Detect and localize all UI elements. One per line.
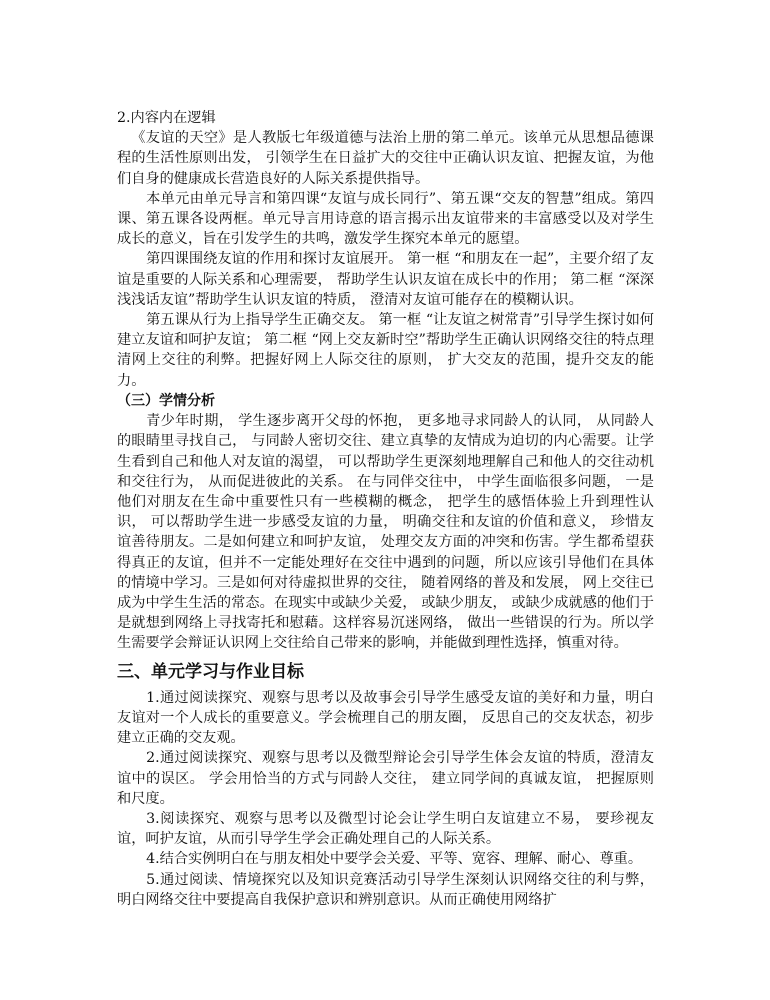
goal-item: 1.通过阅读探究、观察与思考以及故事会引导学生感受友谊的美好和力量，明白友谊对一个人成长的重要意义。学会梳理自己的朋友圈， 反思自己的交友状态，初步建立正确的交友观。 — [117, 689, 654, 747]
document-page — [117, 108, 654, 910]
paragraph-lesson-four: 第四课围绕友谊的作用和探讨友谊展开。 第一框 “和朋友在一起”，主要介绍了友谊是重要的人际关系和心理需要， 帮助学生认识友谊在成长中的作用； 第二框 “深深浅浅话友谊”帮助学生认识友谊的特质， 澄清对友谊可能存在的模糊认识。 — [117, 251, 654, 308]
paragraph-unit-intro: 《友谊的天空》是人教版七年级道德与法治上册的第二单元。该单元从思想品德课程的生活性原则出发， 引领学生在日益扩大的交往中正确认识友谊、把握友谊，为他们自身的健康成长营造良好的人际关系提供指导。 — [117, 130, 654, 187]
paragraph-unit-structure: 本单元由单元导言和第四课“友谊与成长同行”、第五课“交友的智慧”组成。第四课、第五课各设两框。单元导言用诗意的语言揭示出友谊带来的丰富感受以及对学生成长的意义，旨在引发学生的共鸣，激发学生探究本单元的愿望。 — [117, 190, 654, 248]
goal-item: 5.通过阅读、情境探究以及知识竞赛活动引导学生深刻认识网络交往的利与弊， 明白网络交往中要提高自我保护意识和辨别意识。从而正确使用网络扩 — [117, 871, 654, 908]
goal-item: 4.结合实例明白在与朋友相处中要学会关爱、平等、宽容、理解、耐心、尊重。 — [146, 851, 643, 868]
section-heading-learner-analysis: （三）学情分析 — [117, 392, 215, 409]
section-heading-content-logic: 2.内容内在逻辑 — [117, 110, 216, 126]
paragraph-learner-analysis: 青少年时期， 学生逐步离开父母的怀抱， 更多地寻求同龄人的认同， 从同龄人的眼睛里寻找自己， 与同龄人密切交往、建立真挚的友情成为迫切的内心需要。让学生看到自己和他人对友谊的渴望， 可以帮助学生更深刻地理解自己和他人的交往动机和交往行为， 从而促进彼此的关系。 在与同伴交往中， 中学生面临很多问题， 一是他们对朋友在生命中重要性只有一些模糊的概念， 把学生的感悟体验上升到理性认识， 可以帮助学生进一步感受友谊的力量， 明确交往和友谊的价值和意义， 珍惜友谊善待朋友。二是如何建立和呵护友谊， 处理交友方面的冲突和伤害。学生都希望获得真正的友谊，但并不一定能处理好在交往中遇到的问题，所以应该引导他们在具体的情境中学习。三是如何对待虚拟世界的交往， 随着网络的普及和发展， 网上交往已成为中学生生活的常态。在现实中或缺少关爱， 或缺少朋友， 或缺少成就感的他们于是就想到网络上寻找寄托和慰藉。这样容易沉迷网络， 做出一些错误的行为。所以学生需要学会辩证认识网上交往给自己带来的影响，并能做到理性选择，慎重对待。 — [117, 413, 654, 652]
goal-item: 2.通过阅读探究、观察与思考以及微型辩论会引导学生体会友谊的特质，澄清友谊中的误区。 学会用恰当的方式与同龄人交往， 建立同学间的真诚友谊， 把握原则和尺度。 — [117, 750, 654, 807]
paragraph-lesson-five: 第五课从行为上指导学生正确交友。 第一框 “让友谊之树常青”引导学生探讨如何建立友谊和呵护友谊； 第二框 “网上交友新时空”帮助学生正确认识网络交往的特点理清网上交往的利弊。把握好网上人际交往的原则， 扩大交友的范围，提升交友的能力。 — [117, 312, 654, 389]
goal-item: 3.阅读探究、观察与思考以及微型讨论会让学生明白友谊建立不易， 要珍视友谊，呵护友谊，从而引导学生学会正确处理自己的人际关系。 — [117, 810, 654, 848]
section-heading-learning-goals: 三、单元学习与作业目标 — [117, 661, 304, 682]
